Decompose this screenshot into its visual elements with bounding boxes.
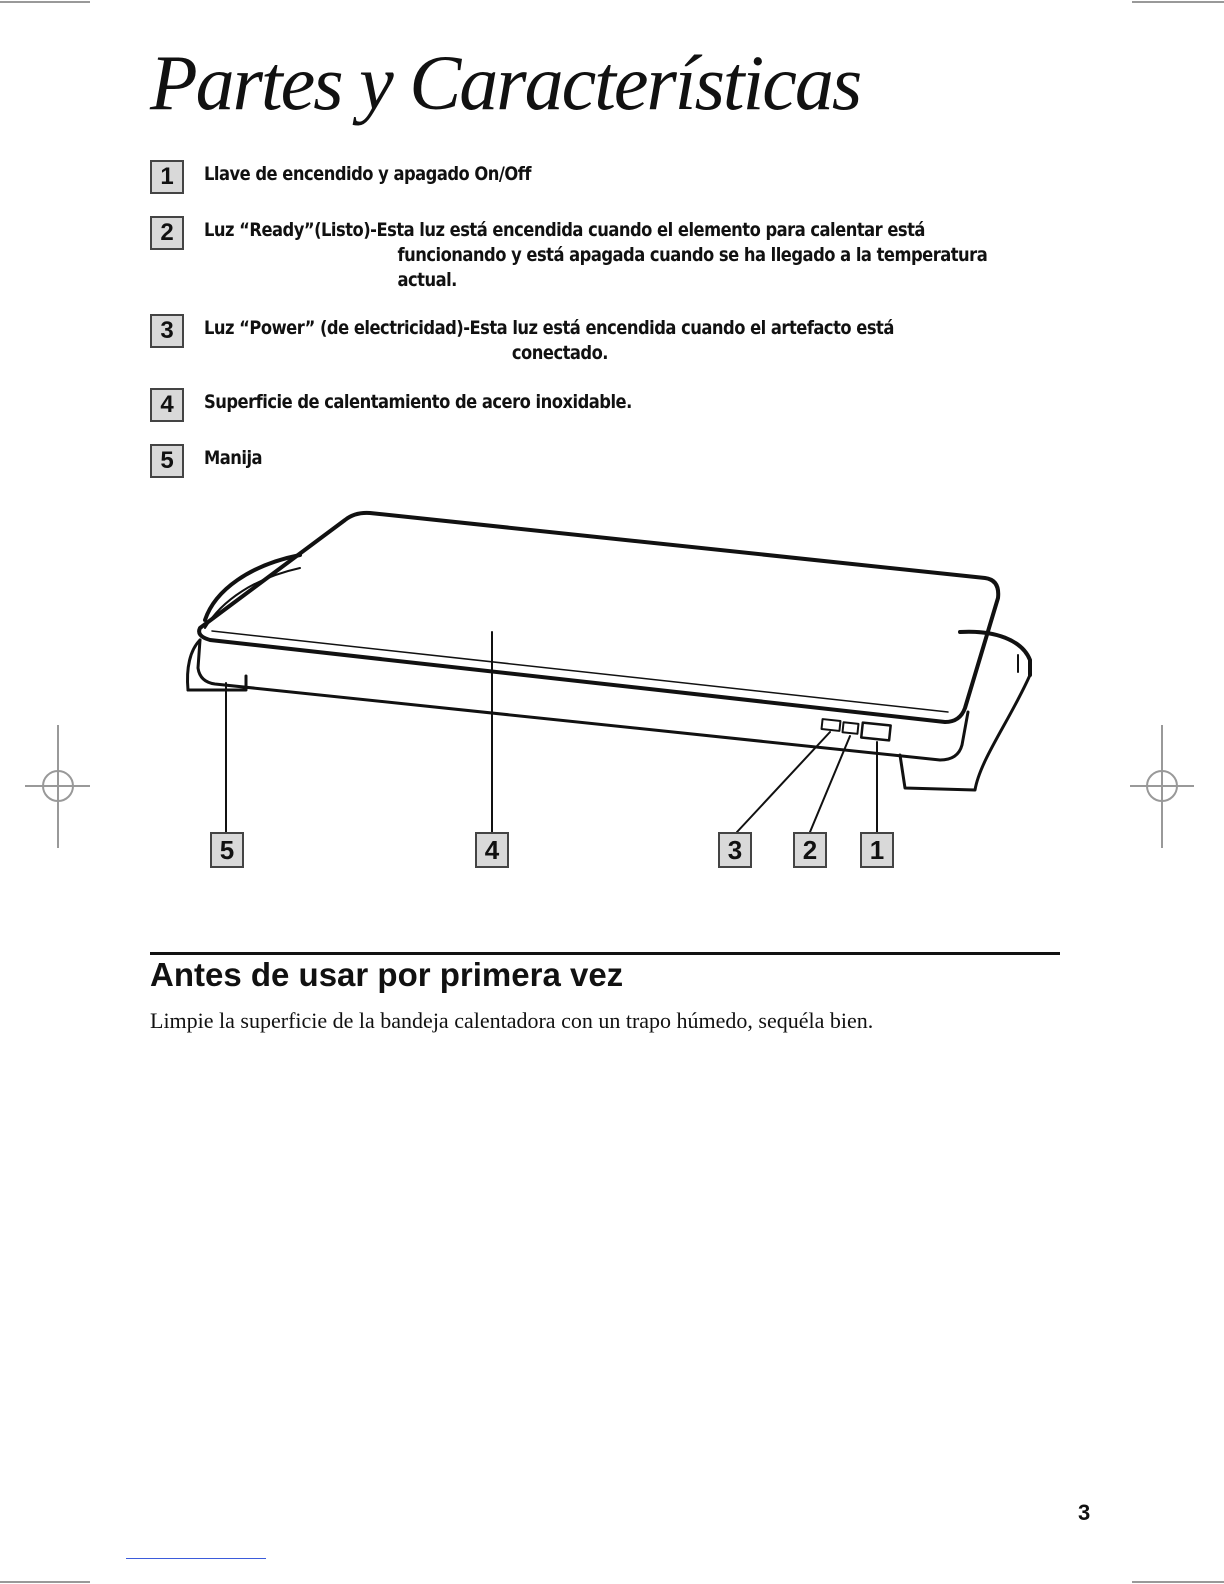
diagram-callout-4: 4 (475, 832, 509, 868)
diagram-callout-2: 2 (793, 832, 827, 868)
part-label-5: Manija (204, 447, 263, 469)
page-title: Partes y Características (150, 39, 861, 126)
part-desc-3-line-1: Esta luz está encendida cuando el artefacto está (469, 317, 894, 339)
part-number-4: 4 (150, 388, 184, 422)
section-body: Limpie la superficie de la bandeja calentadora con un trapo húmedo, sequéla bien. (150, 1008, 874, 1033)
part-label-1: Llave de encendido y apagado On/Off (204, 163, 531, 185)
diagram-callout-5: 5 (210, 832, 244, 868)
part-desc-2-line-3: actual. (397, 269, 457, 291)
part-number-5: 5 (150, 444, 184, 478)
footer-line (126, 1558, 266, 1559)
part-label-2: Luz “Ready”(Listo)- (204, 219, 377, 241)
diagram-callout-1: 1 (860, 832, 894, 868)
part-label-4: Superficie de calentamiento de acero inoxidable. (204, 391, 632, 413)
section-divider (150, 952, 1060, 955)
diagram-callout-3: 3 (718, 832, 752, 868)
part-number-1: 1 (150, 160, 184, 194)
part-desc-2-line-2: funcionando y está apagada cuando se ha llegado a la temperatura (397, 244, 988, 266)
part-number-2: 2 (150, 216, 184, 250)
page-number: 3 (1078, 1500, 1091, 1525)
part-desc-3-line-2: conectado. (511, 342, 609, 364)
part-desc-2-line-1: Esta luz está encendida cuando el elemento para calentar está (376, 219, 925, 241)
section-heading: Antes de usar por primera vez (150, 956, 624, 993)
part-label-3: Luz “Power” (de electricidad)- (204, 317, 470, 339)
part-number-3: 3 (150, 314, 184, 348)
